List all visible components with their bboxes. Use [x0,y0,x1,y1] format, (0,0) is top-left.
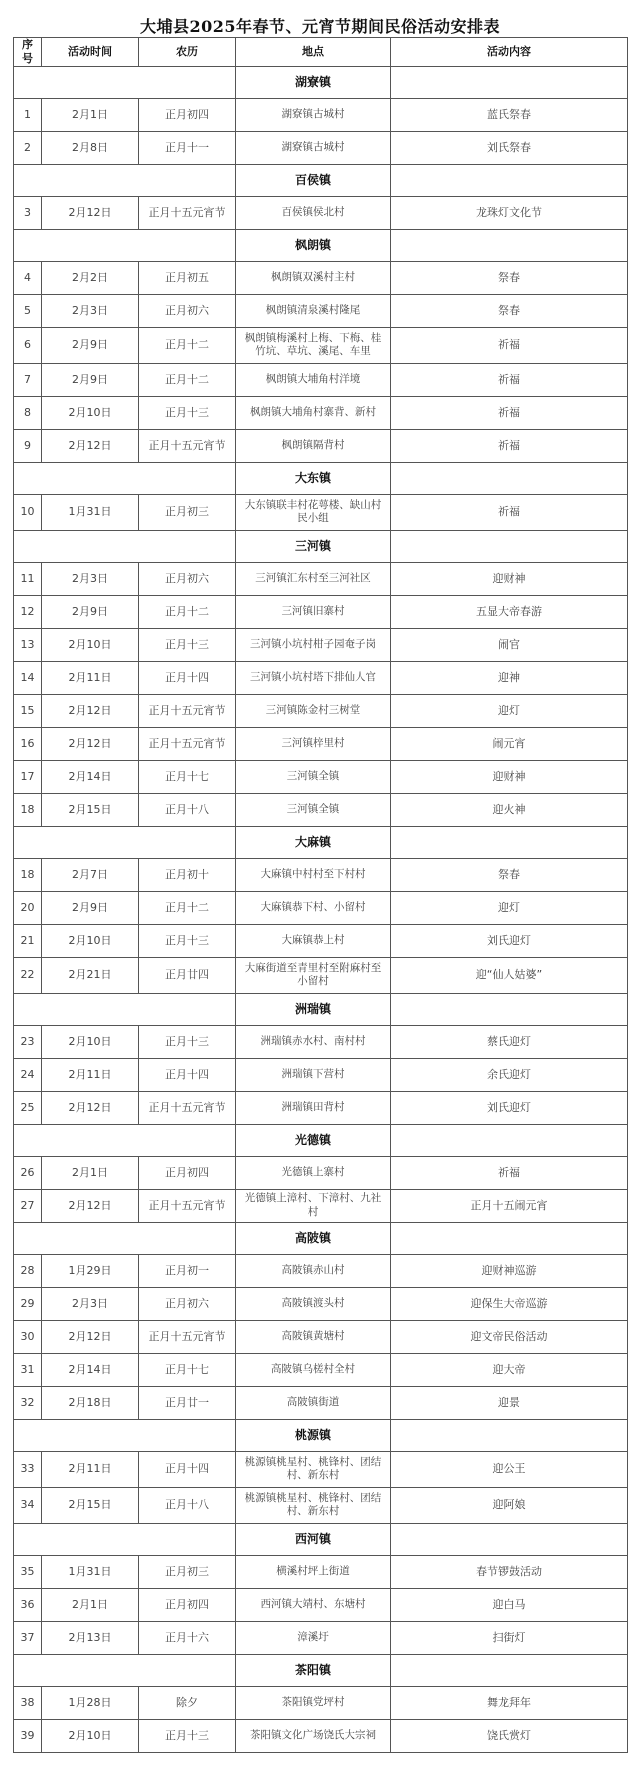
cell-date: 2月15日 [42,793,139,826]
cell-activity: 刘氏迎灯 [391,924,628,957]
cell-activity: 刘氏祭春 [391,131,628,164]
table-row [14,891,628,924]
cell-activity: 闹元宵 [391,727,628,760]
cell-lunar: 正月十六 [139,1621,236,1654]
cell-place: 高陂镇渡头村 [236,1287,391,1320]
cell-activity: 迎灯 [391,694,628,727]
cell-lunar: 正月十四 [139,661,236,694]
cell-place: 高陂镇赤山村 [236,1254,391,1287]
cell-no: 22 [14,957,42,993]
cell-no: 20 [14,891,42,924]
cell-date: 2月9日 [42,595,139,628]
table-row [14,1451,628,1487]
cell-date: 2月21日 [42,957,139,993]
cell-activity: 祭春 [391,858,628,891]
cell-lunar: 正月初四 [139,98,236,131]
cell-lunar: 正月十四 [139,1451,236,1487]
cell-date: 2月11日 [42,1058,139,1091]
table-row [14,957,628,993]
cell-activity: 迎火神 [391,793,628,826]
cell-place: 三河镇陈金村三树堂 [236,694,391,727]
cell-lunar: 正月十五元宵节 [139,694,236,727]
cell-lunar: 正月初三 [139,494,236,530]
cell-no: 31 [14,1353,42,1386]
cell-place: 三河镇汇东村至三河社区 [236,562,391,595]
table-row [14,98,628,131]
cell-activity: 龙珠灯文化节 [391,196,628,229]
cell-activity: 饶氏赏灯 [391,1719,628,1752]
cell-no: 12 [14,595,42,628]
cell-activity: 蔡氏迎灯 [391,1025,628,1058]
table-row [14,294,628,327]
cell-lunar: 正月初六 [139,562,236,595]
town-name: 湖寮镇 [236,66,391,98]
table-row [14,1386,628,1419]
table-row [14,1621,628,1654]
activity-table [13,37,628,1753]
table-row [14,694,628,727]
cell-lunar: 正月十二 [139,327,236,363]
town-row [14,530,628,562]
town-name: 大麻镇 [236,826,391,858]
town-spacer [391,993,628,1025]
cell-place: 漳溪圩 [236,1621,391,1654]
cell-no: 16 [14,727,42,760]
cell-date: 2月10日 [42,628,139,661]
cell-place: 高陂镇黄塘村 [236,1320,391,1353]
cell-activity: 蓝氏祭春 [391,98,628,131]
table-row [14,628,628,661]
cell-activity: 迎阿娘 [391,1487,628,1523]
town-spacer [14,1523,236,1555]
table-row [14,1487,628,1523]
town-spacer [391,66,628,98]
cell-place: 横溪村坪上街道 [236,1555,391,1588]
town-name: 茶阳镇 [236,1654,391,1686]
cell-place: 大麻镇恭上村 [236,924,391,957]
table-row [14,131,628,164]
header-place: 地点 [236,38,391,67]
table-header [14,38,628,67]
cell-no: 33 [14,1451,42,1487]
cell-no: 37 [14,1621,42,1654]
table-row [14,1091,628,1124]
cell-no: 39 [14,1719,42,1752]
table-row [14,858,628,891]
table-row [14,661,628,694]
town-row [14,164,628,196]
town-spacer [14,1654,236,1686]
cell-place: 三河镇旧寨村 [236,595,391,628]
cell-place: 茶阳镇党坪村 [236,1686,391,1719]
cell-activity: 迎大帝 [391,1353,628,1386]
cell-place: 大麻镇中村村至下村村 [236,858,391,891]
cell-no: 9 [14,429,42,462]
town-spacer [14,1222,236,1254]
cell-activity: 祈福 [391,327,628,363]
cell-date: 2月10日 [42,396,139,429]
cell-lunar: 正月十五元宵节 [139,727,236,760]
cell-no: 36 [14,1588,42,1621]
cell-activity: 迎保生大帝巡游 [391,1287,628,1320]
table-row [14,1719,628,1752]
cell-no: 25 [14,1091,42,1124]
cell-place: 三河镇梓里村 [236,727,391,760]
table-row [14,327,628,363]
cell-lunar: 正月十七 [139,760,236,793]
cell-activity: 祈福 [391,1156,628,1189]
cell-no: 11 [14,562,42,595]
cell-activity: 迎财神 [391,760,628,793]
cell-place: 桃源镇桃星村、桃锋村、团结村、新东村 [236,1451,391,1487]
table-row [14,1189,628,1222]
town-spacer [391,164,628,196]
header-activity: 活动内容 [391,38,628,67]
town-row [14,1523,628,1555]
cell-date: 2月9日 [42,327,139,363]
town-row [14,1419,628,1451]
table-row [14,1353,628,1386]
cell-activity: 祈福 [391,396,628,429]
cell-place: 光德镇上寨村 [236,1156,391,1189]
cell-no: 17 [14,760,42,793]
cell-no: 26 [14,1156,42,1189]
table-row [14,1588,628,1621]
table-row [14,261,628,294]
cell-lunar: 正月十五元宵节 [139,1091,236,1124]
cell-date: 2月3日 [42,1287,139,1320]
table-row [14,727,628,760]
cell-lunar: 正月十三 [139,1719,236,1752]
cell-lunar: 正月十五元宵节 [139,1320,236,1353]
cell-date: 2月12日 [42,196,139,229]
cell-lunar: 正月十二 [139,363,236,396]
cell-activity: 祈福 [391,363,628,396]
cell-lunar: 正月十八 [139,1487,236,1523]
cell-date: 2月15日 [42,1487,139,1523]
cell-date: 2月12日 [42,1189,139,1222]
cell-activity: 刘氏迎灯 [391,1091,628,1124]
town-name: 三河镇 [236,530,391,562]
cell-lunar: 正月初六 [139,294,236,327]
town-spacer [391,530,628,562]
cell-activity: 迎财神 [391,562,628,595]
cell-activity: 祭春 [391,261,628,294]
cell-activity: 迎白马 [391,1588,628,1621]
town-row [14,993,628,1025]
cell-activity: 祈福 [391,429,628,462]
cell-activity: 迎灯 [391,891,628,924]
table-row [14,1254,628,1287]
cell-date: 2月7日 [42,858,139,891]
cell-place: 桃源镇桃星村、桃锋村、团结村、新东村 [236,1487,391,1523]
cell-no: 4 [14,261,42,294]
cell-lunar: 正月初一 [139,1254,236,1287]
town-spacer [14,66,236,98]
town-spacer [391,826,628,858]
cell-lunar: 正月十七 [139,1353,236,1386]
cell-date: 1月29日 [42,1254,139,1287]
cell-no: 5 [14,294,42,327]
cell-no: 3 [14,196,42,229]
cell-no: 23 [14,1025,42,1058]
cell-lunar: 正月廿四 [139,957,236,993]
town-spacer [14,530,236,562]
header-lunar: 农历 [139,38,236,67]
table-row [14,760,628,793]
cell-date: 2月10日 [42,1719,139,1752]
cell-activity: 祈福 [391,494,628,530]
cell-activity: 祭春 [391,294,628,327]
town-spacer [391,462,628,494]
town-row [14,1222,628,1254]
cell-place: 高陂镇街道 [236,1386,391,1419]
cell-lunar: 正月十五元宵节 [139,429,236,462]
cell-lunar: 正月廿一 [139,1386,236,1419]
cell-activity: 正月十五闹元宵 [391,1189,628,1222]
cell-activity: 迎公王 [391,1451,628,1487]
town-spacer [391,1654,628,1686]
cell-place: 枫朗镇双溪村主村 [236,261,391,294]
cell-place: 百侯镇侯北村 [236,196,391,229]
cell-no: 6 [14,327,42,363]
cell-lunar: 正月初三 [139,1555,236,1588]
table-row [14,793,628,826]
cell-date: 2月3日 [42,562,139,595]
cell-place: 三河镇小坑村柑子园奄子岗 [236,628,391,661]
town-spacer [391,1222,628,1254]
cell-place: 枫朗镇大埔角村寨背、新村 [236,396,391,429]
cell-date: 2月11日 [42,1451,139,1487]
cell-lunar: 正月初四 [139,1588,236,1621]
cell-activity: 迎财神巡游 [391,1254,628,1287]
table-row [14,363,628,396]
cell-lunar: 正月十一 [139,131,236,164]
cell-place: 湖寮镇古城村 [236,131,391,164]
table-row [14,595,628,628]
cell-lunar: 正月初六 [139,1287,236,1320]
table-row [14,1555,628,1588]
cell-date: 2月14日 [42,1353,139,1386]
cell-place: 枫朗镇隔背村 [236,429,391,462]
cell-no: 27 [14,1189,42,1222]
town-spacer [14,826,236,858]
town-name: 大东镇 [236,462,391,494]
table-body [14,66,628,1752]
cell-place: 大麻镇恭下村、小留村 [236,891,391,924]
cell-date: 2月10日 [42,924,139,957]
cell-date: 2月3日 [42,294,139,327]
cell-lunar: 正月初十 [139,858,236,891]
table-row [14,1058,628,1091]
table-row [14,562,628,595]
town-name: 洲瑞镇 [236,993,391,1025]
cell-lunar: 正月十三 [139,924,236,957]
cell-date: 2月8日 [42,131,139,164]
table-row [14,196,628,229]
town-row [14,229,628,261]
town-spacer [14,993,236,1025]
cell-date: 2月12日 [42,429,139,462]
cell-lunar: 正月十三 [139,396,236,429]
town-spacer [391,1124,628,1156]
cell-place: 西河镇大靖村、东塘村 [236,1588,391,1621]
cell-lunar: 正月十三 [139,628,236,661]
cell-no: 10 [14,494,42,530]
cell-place: 三河镇小坑村塔下排仙人官 [236,661,391,694]
cell-no: 18 [14,793,42,826]
cell-activity: 扫街灯 [391,1621,628,1654]
cell-place: 洲瑞镇田背村 [236,1091,391,1124]
cell-date: 2月11日 [42,661,139,694]
cell-no: 2 [14,131,42,164]
cell-date: 2月9日 [42,363,139,396]
cell-no: 30 [14,1320,42,1353]
cell-activity: 舞龙拜年 [391,1686,628,1719]
town-name: 百侯镇 [236,164,391,196]
cell-no: 18 [14,858,42,891]
cell-date: 2月14日 [42,760,139,793]
cell-date: 2月1日 [42,98,139,131]
cell-lunar: 除夕 [139,1686,236,1719]
cell-lunar: 正月十四 [139,1058,236,1091]
cell-place: 洲瑞镇下营村 [236,1058,391,1091]
table-row [14,1320,628,1353]
cell-place: 大东镇联丰村花萼楼、缺山村民小组 [236,494,391,530]
cell-no: 29 [14,1287,42,1320]
town-spacer [14,1124,236,1156]
cell-place: 枫朗镇大埔角村洋境 [236,363,391,396]
cell-date: 2月1日 [42,1588,139,1621]
cell-activity: 迎文帝民俗活动 [391,1320,628,1353]
cell-date: 2月12日 [42,727,139,760]
town-spacer [14,164,236,196]
cell-date: 2月9日 [42,891,139,924]
town-name: 枫朗镇 [236,229,391,261]
cell-date: 1月28日 [42,1686,139,1719]
cell-no: 14 [14,661,42,694]
town-row [14,1124,628,1156]
cell-date: 2月12日 [42,1091,139,1124]
cell-lunar: 正月初五 [139,261,236,294]
cell-lunar: 正月十二 [139,595,236,628]
cell-place: 湖寮镇古城村 [236,98,391,131]
cell-activity: 春节锣鼓活动 [391,1555,628,1588]
cell-date: 1月31日 [42,494,139,530]
cell-no: 24 [14,1058,42,1091]
cell-place: 枫朗镇梅溪村上梅、下梅、桂竹坑、草坑、溪尾、车里 [236,327,391,363]
town-spacer [14,1419,236,1451]
cell-no: 21 [14,924,42,957]
table-row [14,1156,628,1189]
cell-no: 15 [14,694,42,727]
town-row [14,462,628,494]
town-spacer [14,229,236,261]
cell-activity: 迎神 [391,661,628,694]
cell-date: 2月2日 [42,261,139,294]
header-no: 序号 [14,38,42,67]
cell-no: 7 [14,363,42,396]
town-row [14,66,628,98]
town-name: 桃源镇 [236,1419,391,1451]
cell-no: 34 [14,1487,42,1523]
town-spacer [391,229,628,261]
header-date: 活动时间 [42,38,139,67]
cell-date: 2月18日 [42,1386,139,1419]
table-row [14,494,628,530]
cell-activity: 迎景 [391,1386,628,1419]
cell-lunar: 正月十三 [139,1025,236,1058]
table-row [14,1025,628,1058]
town-name: 西河镇 [236,1523,391,1555]
cell-place: 三河镇全镇 [236,793,391,826]
town-spacer [14,462,236,494]
cell-place: 三河镇全镇 [236,760,391,793]
town-name: 光德镇 [236,1124,391,1156]
town-row [14,826,628,858]
table-row [14,1686,628,1719]
table-row [14,1287,628,1320]
cell-place: 枫朗镇清泉溪村隆尾 [236,294,391,327]
cell-activity: 五显大帝春游 [391,595,628,628]
cell-lunar: 正月十五元宵节 [139,1189,236,1222]
cell-place: 高陂镇乌槎村全村 [236,1353,391,1386]
cell-activity: 余氏迎灯 [391,1058,628,1091]
cell-place: 洲瑞镇赤水村、南村村 [236,1025,391,1058]
cell-date: 2月1日 [42,1156,139,1189]
cell-date: 2月12日 [42,694,139,727]
cell-place: 光德镇上漳村、下漳村、九社村 [236,1189,391,1222]
cell-place: 大麻街道至青里村至附麻村至小留村 [236,957,391,993]
town-row [14,1654,628,1686]
cell-no: 35 [14,1555,42,1588]
cell-date: 2月13日 [42,1621,139,1654]
cell-date: 1月31日 [42,1555,139,1588]
table-row [14,924,628,957]
cell-activity: 迎“仙人姑婆” [391,957,628,993]
page-title: 大埔县2025年春节、元宵节期间民俗活动安排表 [139,17,501,36]
cell-place: 茶阳镇文化广场饶氏大宗祠 [236,1719,391,1752]
cell-date: 2月10日 [42,1025,139,1058]
cell-activity: 闹官 [391,628,628,661]
cell-no: 32 [14,1386,42,1419]
cell-no: 1 [14,98,42,131]
town-spacer [391,1523,628,1555]
town-name: 高陂镇 [236,1222,391,1254]
cell-lunar: 正月十八 [139,793,236,826]
cell-lunar: 正月十二 [139,891,236,924]
cell-no: 13 [14,628,42,661]
table-row [14,396,628,429]
cell-no: 38 [14,1686,42,1719]
cell-lunar: 正月十五元宵节 [139,196,236,229]
cell-no: 8 [14,396,42,429]
cell-no: 28 [14,1254,42,1287]
town-spacer [391,1419,628,1451]
table-row [14,429,628,462]
cell-lunar: 正月初四 [139,1156,236,1189]
cell-date: 2月12日 [42,1320,139,1353]
